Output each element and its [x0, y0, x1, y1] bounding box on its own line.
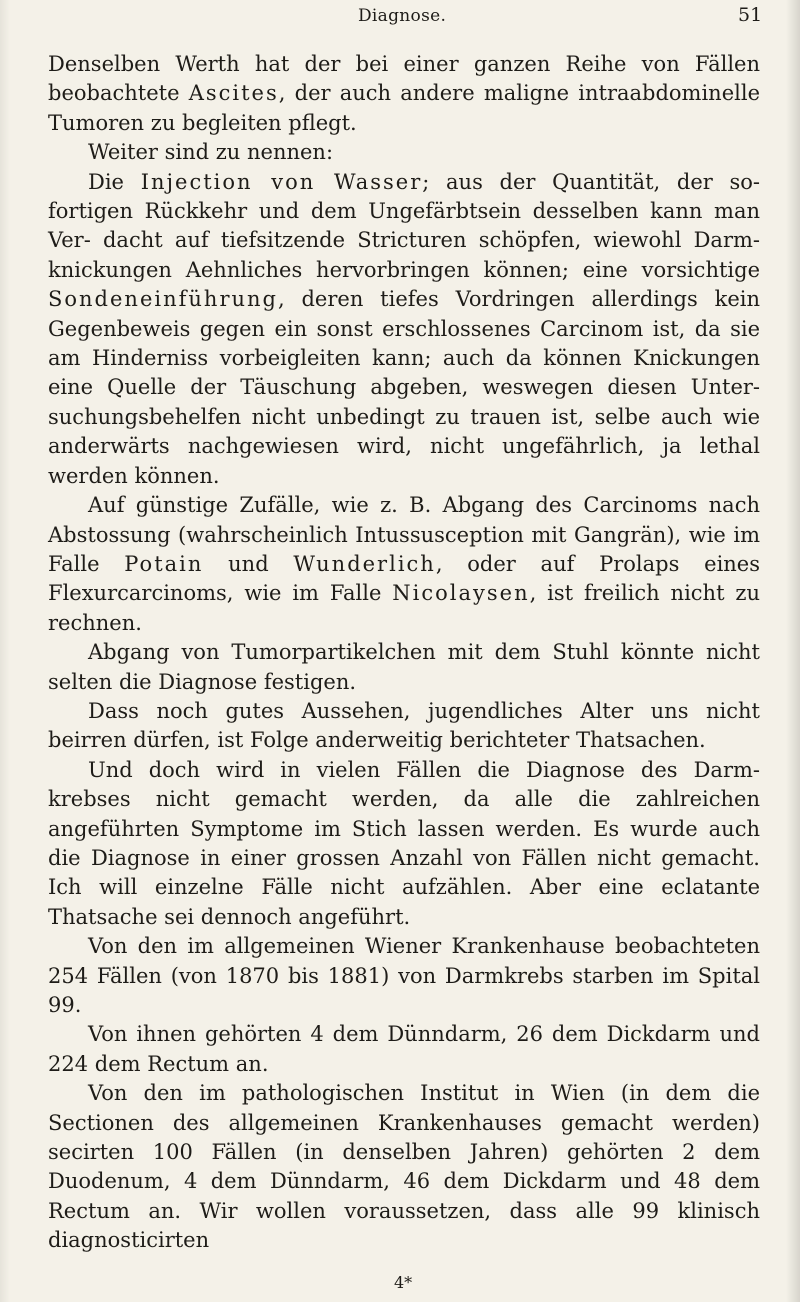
name-nicolaysen: Nicolaysen: [392, 581, 530, 606]
paragraph-krankenhaus: Von den im allgemeinen Wiener Krankenhause beobachteten 254 Fällen (von 1870 bis 1881) von Darmkrebs starben im Spital 99.: [48, 934, 760, 1017]
body-text: [48, 50, 760, 1256]
paragraph-verteilung: Von ihnen gehörten 4 dem Dünndarm, 26 dem Dickdarm und 224 dem Rectum an.: [48, 1022, 760, 1076]
term-ascites: Ascites: [188, 81, 279, 106]
page-edge-shadow: [786, 0, 800, 1302]
paragraph-abgang: Abgang von Tumorpartikelchen mit dem Stuhl könnte nicht selten die Diagnose festigen.: [48, 640, 760, 694]
paragraph-ascites: Denselben Werth hat der bei einer ganzen Reihe von Fällen beobachtete Ascites, der auch andere maligne intraabdominelle Tumoren zu begleiten pflegt.: [48, 52, 760, 135]
name-potain: Potain: [124, 551, 204, 576]
signature-mark: 4*: [394, 1273, 413, 1292]
paragraph-aussehen: Dass noch gutes Aussehen, jugendliches Alter uns nicht beirren dürfen, ist Folge anderweitig berichteter Thatsachen.: [48, 698, 760, 753]
term-injection: Injection von Wasser: [140, 169, 423, 194]
paragraph-injection: Die Injection von Wasser; aus der Quantität, der so- fortigen Rückkehr und dem Ungefärbtsein desselben kann man Ver- dacht auf tiefsitzende Stricturen schöpfen, wiewohl Darm- knickungen Aehnliches hervorbringen können; eine vorsichtige Sondeneinführung, deren tiefes Vordringen allerdings kein Gegenbeweis gegen ein sonst erschlossenes Carcinom ist, da sie am Hinderniss vorbeigleiten kann; auch da können Knickungen eine Quelle der Täuschung abgeben, weswegen diesen Unter- suchungsbehelfen nicht unbedingt zu trauen ist, selbe auch wie anderwärts nachgewiesen wird, nicht ungefährlich, ja lethal werden können.: [48, 169, 761, 488]
paragraph-institut: Von den im pathologischen Institut in Wien (in dem die Sectionen des allgemeinen Krankenhauses gemacht werden) secirten 100 Fällen (in denselben Jahren) gehörten 2 dem Duodenum, 4 dem Dünndarm, 46 dem Dickdarm und 48 dem Rectum an. Wir wollen voraussetzen, dass alle 99 klinisch diagnosticirten: [48, 1081, 760, 1253]
paragraph-weiter: Weiter sind zu nennen:: [88, 140, 334, 165]
paragraph-zufaelle: Auf günstige Zufälle, wie z. B. Abgang des Carcinoms nach Abstossung (wahrscheinlich Intussusception mit Gangrän), wie im Falle Potain und Wunderlich, oder auf Prolaps eines Flexurcarcinoms, wie im Falle Nicolaysen, ist freilich nicht zu rechnen.: [48, 493, 761, 635]
running-head: [0, 4, 800, 28]
running-title: Diagnose.: [358, 6, 447, 26]
paragraph-diagnose: Und doch wird in vielen Fällen die Diagnose des Darm- krebses nicht gemacht werden, da alle die zahlreichen angeführten Symptome im Stich lassen werden. Es wurde auch die Diagnose in einer grossen Anzahl von Fällen nicht gemacht. Ich will einzelne Fälle nicht aufzählen. Aber eine eclatante Thatsache sei dennoch angeführt.: [48, 757, 760, 929]
page-number: 51: [738, 4, 763, 26]
term-sondeneinfuehrung: Sondeneinführung: [48, 287, 278, 312]
page-gutter-shadow: [0, 0, 10, 1302]
name-wunderlich: Wunderlich: [293, 551, 436, 576]
